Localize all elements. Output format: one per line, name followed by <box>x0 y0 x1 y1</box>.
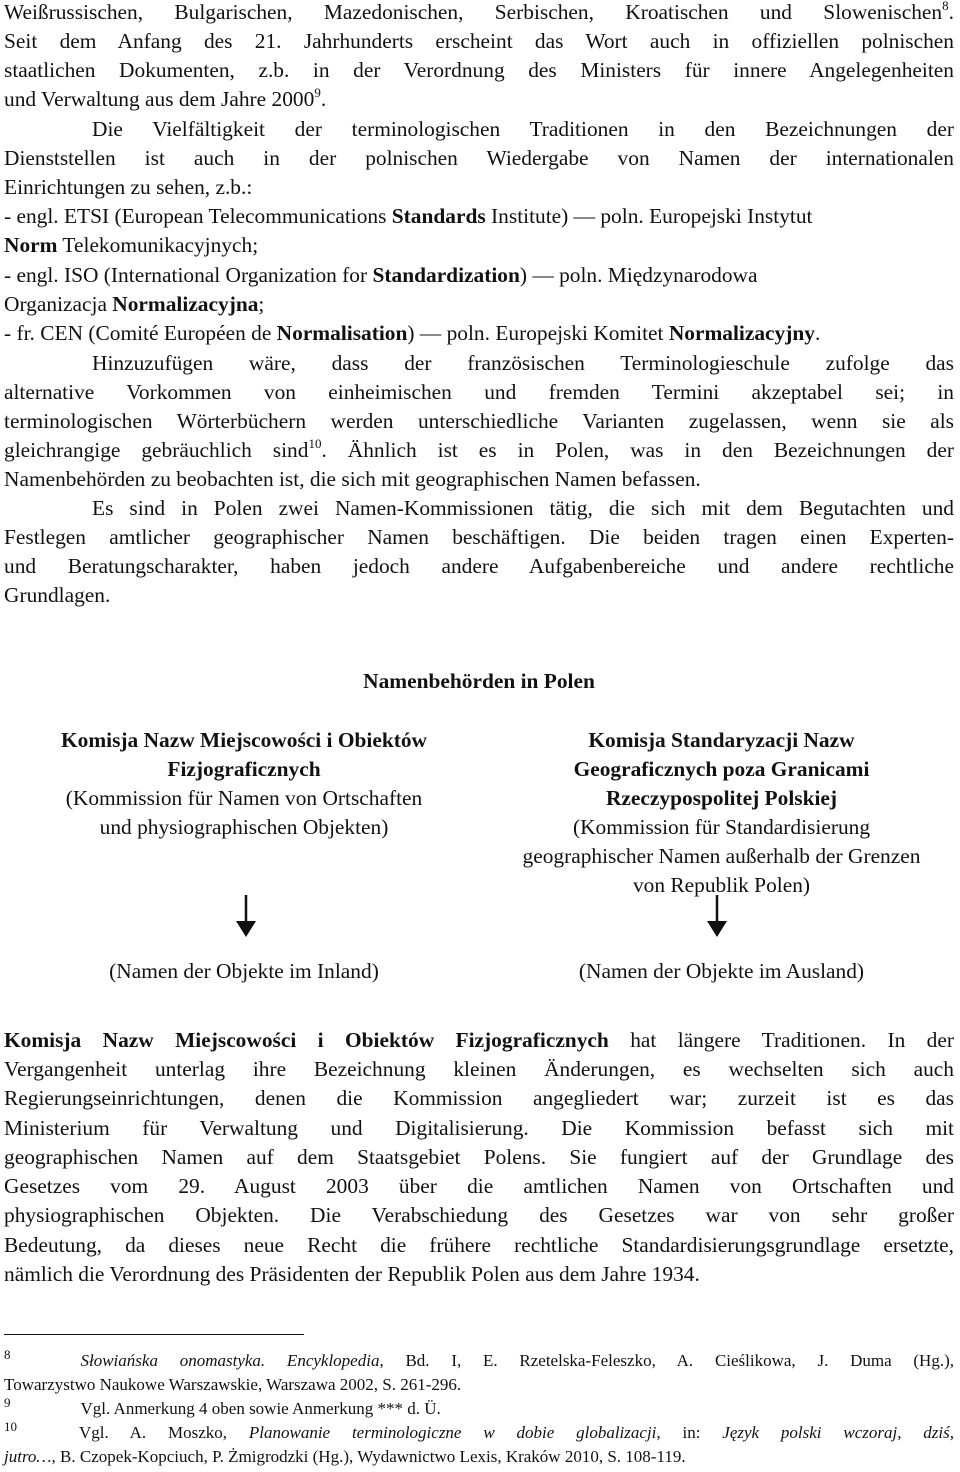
text: Gesetzes vom 29. August 2003 über die amtlichen Namen von Ortschaften und <box>4 1174 954 1198</box>
text: Towarzystwo Naukowe Warszawskie, Warszawa 2002, S. 261-296. <box>4 1375 462 1394</box>
text: Dienststellen ist auch in der polnischen Wiedergabe von Namen der internationalen <box>4 146 954 170</box>
text: Organizacja <box>4 292 113 316</box>
paragraph-5-line-4 <box>4 1114 954 1143</box>
text: geographischen Namen auf dem Staatsgebiet Polens. Sie fungiert auf der Grundlage des <box>4 1145 954 1169</box>
paragraph-5-line-8 <box>4 1231 954 1260</box>
paragraph-2-line-3 <box>4 173 954 202</box>
bold-term: Normalizacyjny <box>668 321 815 345</box>
footnote-number: 10 <box>4 1419 17 1434</box>
text: Regierungseinrichtungen, denen die Kommission angegliedert war; zurzeit ist es das <box>4 1086 954 1110</box>
paragraph-3-line-2 <box>4 378 954 407</box>
footnote-number: 8 <box>4 1347 11 1362</box>
footnote-number: 9 <box>4 1395 11 1410</box>
paragraph-5-line-6 <box>4 1172 954 1201</box>
text: - engl. ETSI (European Telecommunications <box>4 204 392 228</box>
text: ) — poln. Międzynarodowa <box>519 263 758 287</box>
text: Einrichtungen zu sehen, z.b.: <box>4 175 253 199</box>
paragraph-5-line-2 <box>4 1055 954 1084</box>
footnote-ref-10[interactable]: 10 <box>308 436 322 451</box>
right-commission-block <box>489 726 954 900</box>
text: Namenbehörden zu beobachten ist, die sich mit geographischen Namen befassen. <box>4 467 701 491</box>
bold-term: Standardization <box>372 263 520 287</box>
paragraph-3-line-3 <box>4 407 954 436</box>
bold-term: Standards <box>391 204 486 228</box>
text: Weißrussischen, Bulgarischen, Mazedonischen, Serbischen, Kroatischen und Slowenischen <box>4 0 943 24</box>
footnote-ref-8[interactable]: 8 <box>942 0 949 13</box>
paragraph-3-line-1 <box>4 349 954 378</box>
paragraph-5-line-3 <box>4 1084 954 1113</box>
text: Bedeutung, da dieses neue Recht die frühere rechtliche Standardisierungsgrundlage ersetzte, <box>4 1233 954 1257</box>
text: Vgl. Anmerkung 4 oben sowie Anmerkung *** d. Ü. <box>80 1399 441 1418</box>
footnote-italic: Słowiańska onomastyka. Encyklopedia <box>80 1351 380 1370</box>
text: Es sind in Polen zwei Namen-Kommissionen tätig, die sich mit dem Begutachten und <box>92 496 954 520</box>
right-commission-name-3: Rzeczypospolitej Polskiej <box>605 786 838 810</box>
text: und Beratungscharakter, haben jedoch andere Aufgabenbereiche und andere rechtliche <box>4 554 954 578</box>
text: - engl. ISO (International Organization for <box>4 263 373 287</box>
paragraph-2-line-2 <box>4 144 954 173</box>
paragraph-5-line-7 <box>4 1201 954 1230</box>
left-commission-block <box>4 726 484 842</box>
left-commission-name-1: Komisja Nazw Miejscowości i Obiektów <box>61 728 427 752</box>
text: , Bd. I, E. Rzetelska-Feleszko, A. Cieślikowa, J. Duma (Hg.), <box>379 1351 954 1370</box>
paragraph-3-line-5 <box>4 465 954 494</box>
example-iso-line-1 <box>4 261 954 290</box>
bold-term: Normalizacyjna <box>112 292 259 316</box>
text: Hinzuzufügen wäre, dass der französischen Terminologieschule zufolge das <box>92 351 954 375</box>
text: staatlichen Dokumenten, z.b. in der Verordnung des Ministers für innere Angelegenheiten <box>4 58 954 82</box>
right-commission-scope: (Namen der Objekte im Ausland) <box>578 959 865 983</box>
paragraph-4-line-4 <box>4 581 954 610</box>
footnote-9 <box>4 1395 954 1421</box>
text: Ministerium für Verwaltung und Digitalisierung. Die Kommission befasst sich mit <box>4 1116 954 1140</box>
footnote-8-line-1 <box>4 1347 954 1373</box>
text: , in: <box>656 1423 723 1442</box>
footnote-italic: Planowanie terminologiczne w dobie globalizacji <box>248 1423 657 1442</box>
text: gleichrangige gebräuchlich sind <box>4 438 309 462</box>
left-commission-translation-1: (Kommission für Namen von Ortschaften <box>65 786 423 810</box>
text: . <box>814 321 821 345</box>
example-etsi-line-1 <box>4 202 954 231</box>
paragraph-1-line-3 <box>4 56 954 85</box>
paragraph-5-line-9 <box>4 1260 954 1289</box>
example-etsi-line-2 <box>4 231 954 260</box>
bold-term: Norm <box>4 233 58 257</box>
text: Vgl. A. Moszko, <box>79 1423 249 1442</box>
text: Telekomunikacyjnych; <box>57 233 259 257</box>
paragraph-1-line-4 <box>4 85 954 114</box>
paragraph-5-line-1 <box>4 1026 954 1055</box>
footnote-ref-9[interactable]: 9 <box>314 85 321 100</box>
bold-term: Komisja Nazw Miejscowości i Obiektów Fizjograficznych <box>4 1028 609 1052</box>
text: Institute) — poln. Europejski Instytut <box>485 204 813 228</box>
text: Seit dem Anfang des 21. Jahrhunderts erscheint das Wort auch in offiziellen polnischen <box>4 29 954 53</box>
right-down-arrow-icon <box>705 893 729 939</box>
text: . <box>948 0 954 24</box>
text: und Verwaltung aus dem Jahre 2000 <box>4 87 315 111</box>
left-commission-translation-2: und physiographischen Objekten) <box>99 815 389 839</box>
paragraph-4-line-2 <box>4 523 954 552</box>
paragraph-3-line-4 <box>4 436 954 465</box>
right-commission-name-1: Komisja Standaryzacji Nazw <box>588 728 855 752</box>
text: Festlegen amtlicher geographischer Namen beschäftigen. Die beiden tragen einen Experten- <box>4 525 954 549</box>
text: - fr. CEN (Comité Européen de <box>4 321 277 345</box>
paragraph-4-line-1 <box>4 494 954 523</box>
text: physiographischen Objekten. Die Verabschiedung des Gesetzes war von sehr großer <box>4 1203 954 1227</box>
right-commission-translation-1: (Kommission für Standardisierung <box>572 815 871 839</box>
text: ; <box>258 292 265 316</box>
footnote-8-line-2 <box>4 1374 954 1396</box>
text: terminologischen Wörterbüchern werden unterschiedliche Varianten zugelassen, wenn sie als <box>4 409 954 433</box>
text: hat längere Traditionen. In der <box>608 1028 954 1052</box>
footnote-italic: Język polski wczoraj, dziś, <box>722 1423 954 1442</box>
example-cen-line <box>4 319 954 348</box>
text: alternative Vorkommen von einheimischen und fremden Termini akzeptabel sei; in <box>4 380 954 404</box>
right-commission-translation-2: geographischer Namen außerhalb der Grenzen <box>522 844 921 868</box>
paragraph-5-line-5 <box>4 1143 954 1172</box>
bold-term: Normalisation <box>276 321 408 345</box>
diagram-title: Namenbehörden in Polen <box>363 669 595 693</box>
text: Die Vielfältigkeit der terminologischen Traditionen in den Bezeichnungen der <box>92 117 954 141</box>
text: nämlich die Verordnung des Präsidenten der Republik Polen aus dem Jahre 1934. <box>4 1262 700 1286</box>
footnote-separator <box>4 1334 304 1335</box>
footnote-10-line-2 <box>4 1446 954 1468</box>
left-commission-name-2: Fizjograficznych <box>167 757 321 781</box>
left-down-arrow-icon <box>234 893 258 939</box>
left-commission-scope: (Namen der Objekte im Inland) <box>109 959 379 983</box>
paragraph-4-line-3 <box>4 552 954 581</box>
footnote-10-line-1 <box>4 1419 954 1445</box>
right-commission-name-2: Geograficznych poza Granicami <box>573 757 870 781</box>
text: , B. Czopek-Kopciuch, P. Żmigrodzki (Hg.), Wydawnictwo Lexis, Kraków 2010, S. 108-119. <box>51 1447 686 1466</box>
example-iso-line-2 <box>4 290 954 319</box>
footnote-italic: jutro… <box>4 1447 52 1466</box>
paragraph-1-line-2 <box>4 27 954 56</box>
text: Vergangenheit unterlag ihre Bezeichnung kleinen Änderungen, es wechselten sich auch <box>4 1057 954 1081</box>
paragraph-1-line-1 <box>4 0 954 27</box>
paragraph-2-line-1 <box>4 115 954 144</box>
text: ) — poln. Europejski Komitet <box>407 321 669 345</box>
text: . Ähnlich ist es in Polen, was in den Bezeichnungen der <box>321 438 954 462</box>
text: . <box>320 87 327 111</box>
text: Grundlagen. <box>4 583 111 607</box>
right-commission-translation-3: von Republik Polen) <box>632 873 811 897</box>
